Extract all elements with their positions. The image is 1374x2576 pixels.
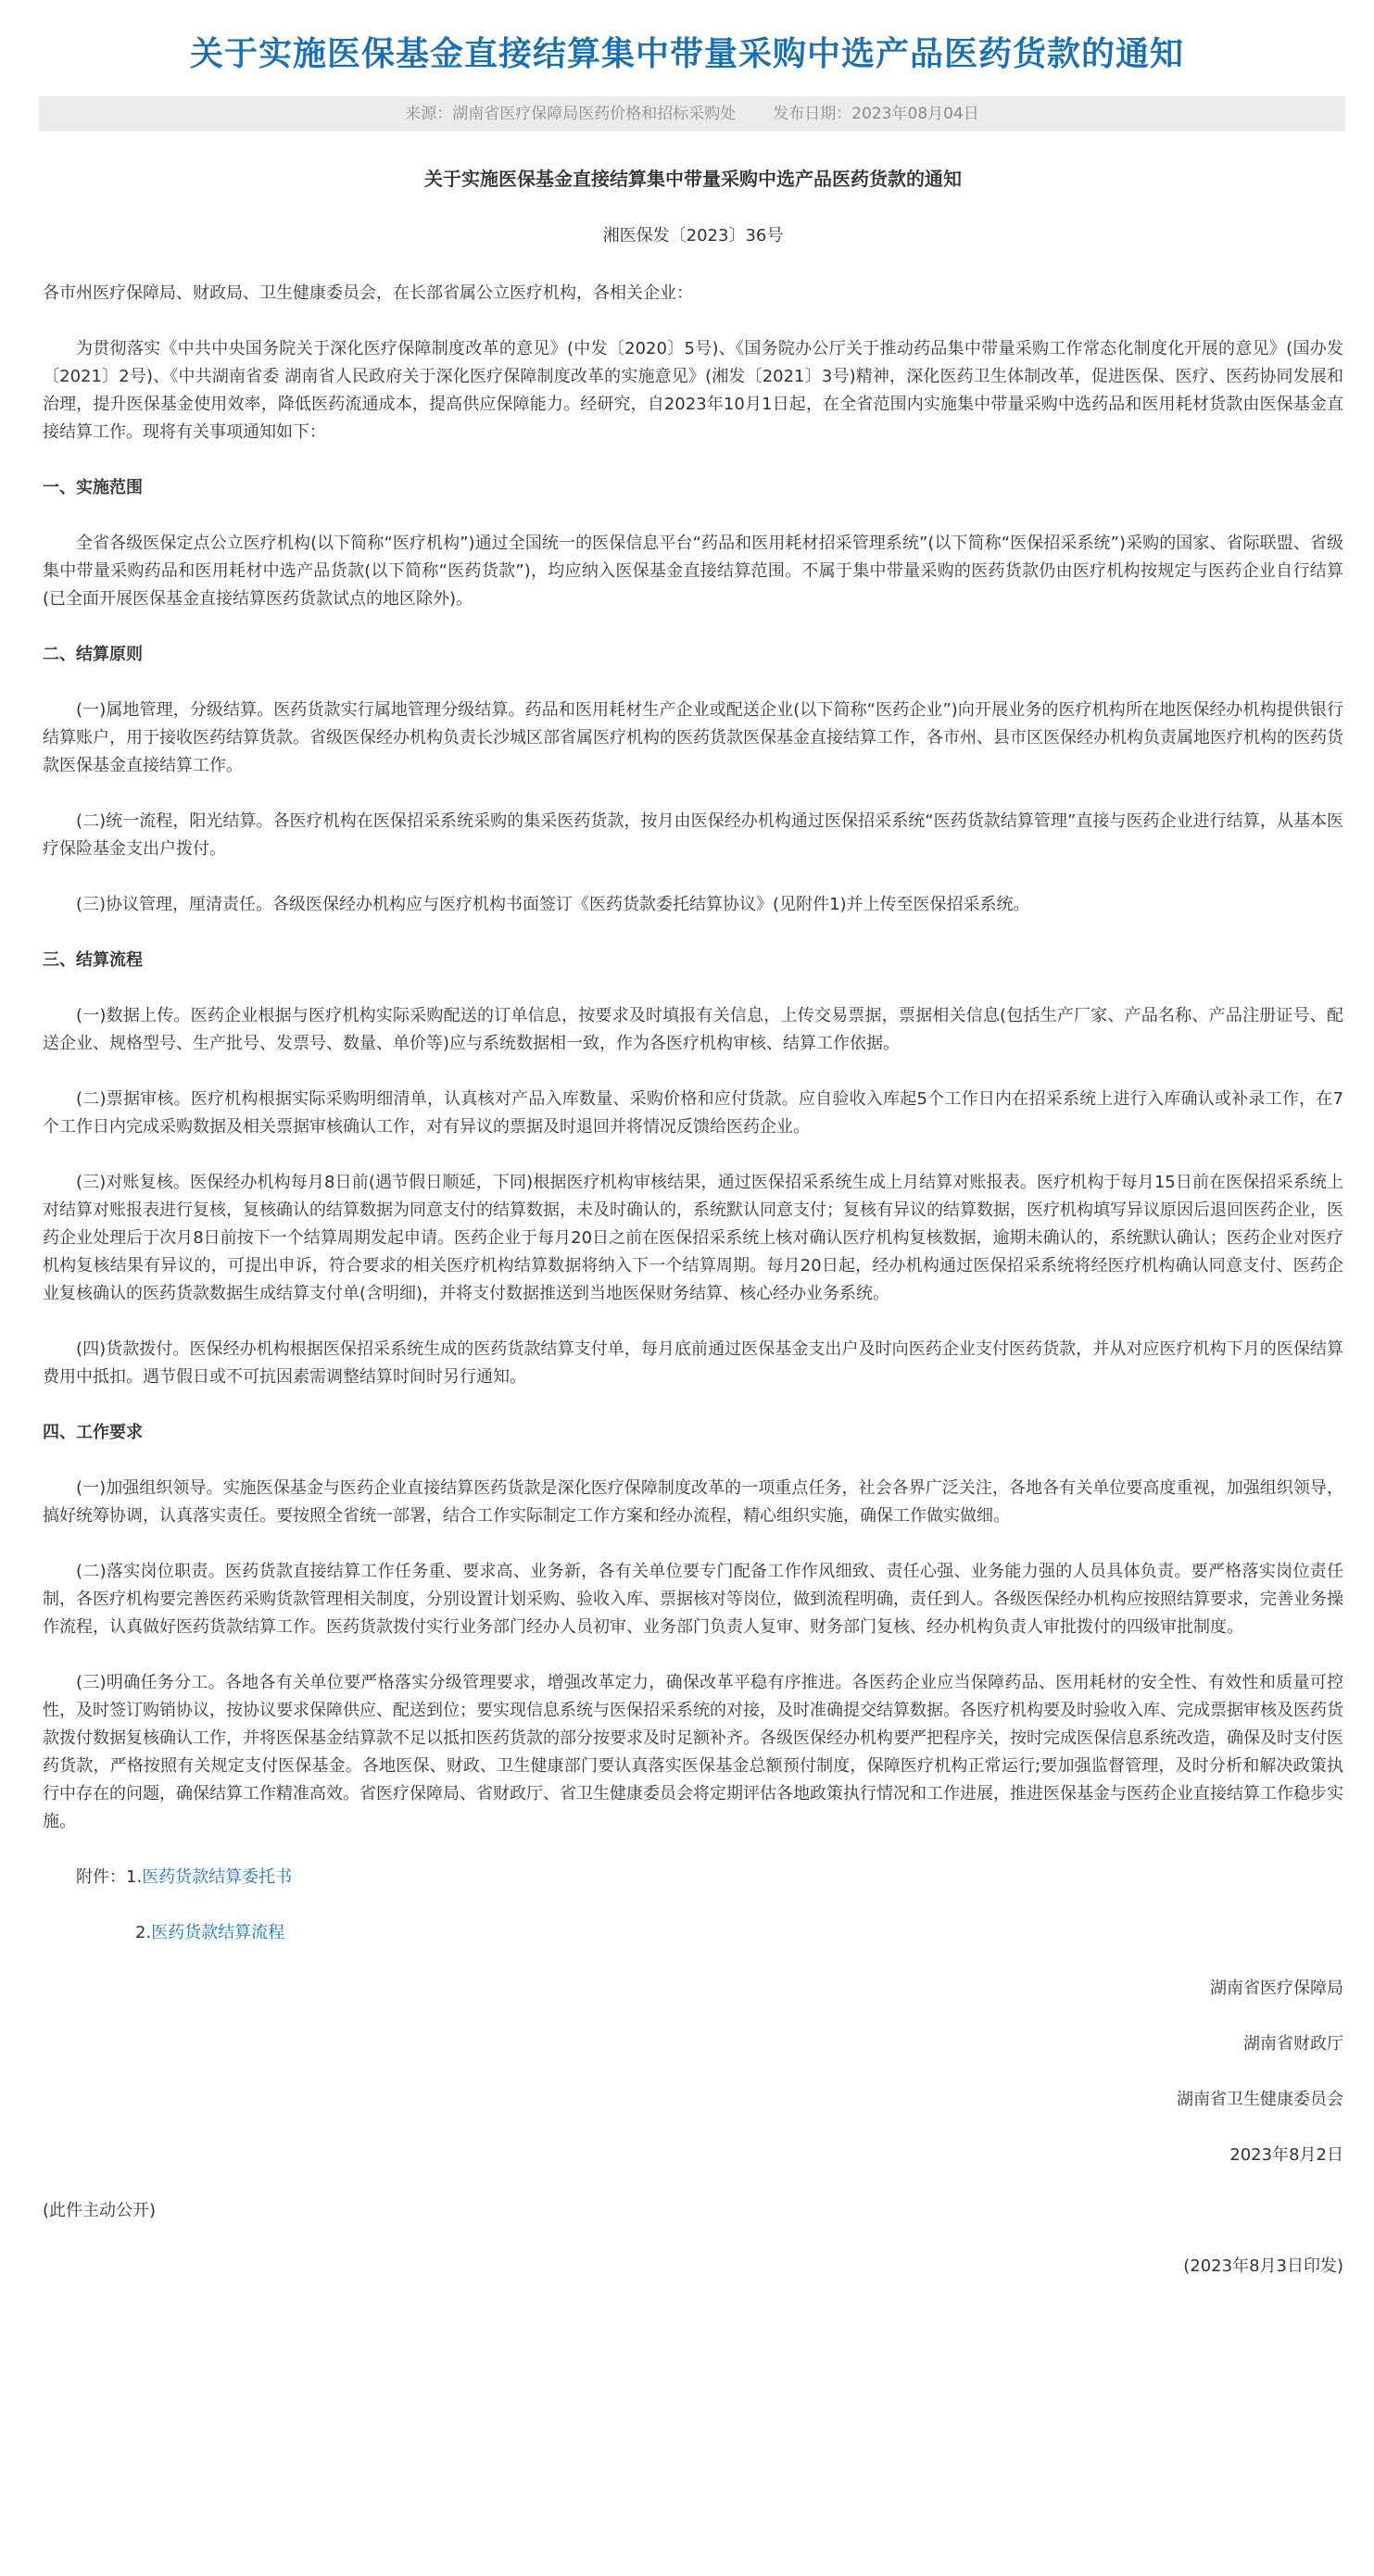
doc-title: 关于实施医保基金直接结算集中带量采购中选产品医药货款的通知 — [424, 168, 962, 190]
publish-date: 发布日期：2023年08月04日 — [773, 105, 979, 123]
print-date: (2023年8月3日印发) — [1183, 2256, 1343, 2276]
source-text: 来源：湖南省医疗保障局医药价格和招标采购处 — [405, 105, 737, 123]
section-heading-process: 三、结算流程 — [43, 950, 143, 970]
signer-medical-security: 湖南省医疗保障局 — [1210, 1979, 1343, 1998]
section-heading-scope: 一、实施范围 — [43, 478, 143, 497]
section-heading-principles: 二、结算原则 — [43, 645, 143, 664]
signer-finance: 湖南省财政厅 — [1243, 2034, 1343, 2054]
attachments-label: 附件： — [76, 1867, 126, 1887]
public-note: (此件主动公开) — [43, 2201, 157, 2220]
paragraph: (三)明确任务分工。各地各有关单位要严格落实分级管理要求，增强改革定力，确保改革平稳有序推进。各医药企业应当保障药品、医用耗材的安全性、有效性和质量可控性，及时签订购销协议，按协议要求保障供应、配送到位；要实现信息系统与医保招采系统的对接，及时准确提交结算数据。各医疗机构要及时验收入库、完成票据审核及医药货款拨付数据复核确认工作，并将医保基金结算款不足以抵扣医药货款的部分按要求及时足额补齐。各级医保经办机构要严把程序关，按时完成医保信息系统改造，确保及时支付医药货款，严格按照有关规定支付医保基金。各地医保、财政、卫生健康部门要认真落实医保基金总额预付制度，保障医疗机构正常运行;要加强监督管理，及时分析和解决政策执行中存在的问题，确保结算工作精准高效。省医疗保障局、省财政厅、省卫生健康委员会将定期评估各地政策执行情况和工作进展，推进医保基金与医药企业直接结算工作稳步实施。 — [43, 1673, 1343, 1831]
section-heading-requirements: 四、工作要求 — [43, 1423, 143, 1442]
paragraph: (二)票据审核。医疗机构根据实际采购明细清单，认真核对产品入库数量、采购价格和应付货款。应自验收入库起5个工作日内在招采系统上进行入库确认或补录工作，在7个工作日内完成采购数据及相关票据审核确认工作，对有异议的票据及时退回并将情况反馈给医药企业。 — [43, 1089, 1343, 1137]
attachment-1-number: 1. — [126, 1867, 143, 1887]
paragraph: (一)数据上传。医药企业根据与医疗机构实际采购配送的订单信息，按要求及时填报有关信息，上传交易票据，票据相关信息(包括生产厂家、产品名称、产品注册证号、配送企业、规格型号、生产批号、发票号、数量、单价等)应与系统数据相一致，作为各医疗机构审核、结算工作依据。 — [43, 1006, 1343, 1053]
page-title: 关于实施医保基金直接结算集中带量采购中选产品医药货款的通知 — [189, 35, 1184, 73]
doc-number: 湘医保发〔2023〕36号 — [602, 226, 784, 245]
paragraph: (二)统一流程，阳光结算。各医疗机构在医保招采系统采购的集采医药货款，按月由医保经办机构通过医保招采系统“医药货款结算管理”直接与医药企业进行结算，从基本医疗保险基金支出户拨付。 — [43, 811, 1343, 859]
paragraph: 全省各级医保定点公立医疗机构(以下简称“医疗机构”)通过全国统一的医保信息平台“药品和医用耗材招采管理系统”(以下简称“医保招采系统”)采购的国家、省际联盟、省级集中带量采购药品和医用耗材中选产品货款(以下简称“医药货款”)，均应纳入医保基金直接结算范围。不属于集中带量采购的医药货款仍由医疗机构按规定与医药企业自行结算(已全面开展医保基金直接结算医药货款试点的地区除外)。 — [43, 534, 1343, 609]
article-body — [43, 165, 1343, 2308]
attachment-1-link[interactable]: 医药货款结算委托书 — [142, 1867, 293, 1887]
paragraph: (三)协议管理，厘清责任。各级医保经办机构应与医疗机构书面签订《医药货款委托结算协议》(见附件1)并上传至医保招采系统。 — [76, 895, 1030, 914]
attachment-2-number: 2. — [135, 1923, 152, 1942]
intro-paragraph: 为贯彻落实《中共中央国务院关于深化医疗保障制度改革的意见》(中发〔2020〕5号)、《国务院办公厅关于推动药品集中带量采购工作常态化制度化开展的意见》(国办发〔2021〕2号)、《中共湖南省委 湖南省人民政府关于深化医疗保障制度改革的实施意见》(湘发〔2021〕3号)精神，深化医药卫生体制改革，促进医保、医疗、医药协同发展和治理，提升医保基金使用效率，降低医药流通成本，提高供应保障能力。经研究，自2023年10月1日起，在全省范围内实施集中带量采购中选药品和医用耗材货款由医保基金直接结算工作。现将有关事项通知如下： — [43, 339, 1343, 442]
addressee: 各市州医疗保障局、财政局、卫生健康委员会，在长部省属公立医疗机构，各相关企业： — [43, 283, 693, 303]
meta-bar — [39, 96, 1345, 132]
attachment-2 — [135, 1919, 1343, 1947]
paragraph: (一)加强组织领导。实施医保基金与医药企业直接结算医药货款是深化医疗保障制度改革的一项重点任务，社会各界广泛关注，各地各有关单位要高度重视，加强组织领导，搞好统筹协调，认真落实责任。要按照全省统一部署，结合工作实际制定工作方案和经办流程，精心组织实施，确保工作做实做细。 — [43, 1478, 1343, 1526]
paragraph: (二)落实岗位职责。医药货款直接结算工作任务重、要求高、业务新，各有关单位要专门配备工作作风细致、责任心强、业务能力强的人员具体负责。要严格落实岗位责任制，各医疗机构要完善医药采购货款管理相关制度，分别设置计划采购、验收入库、票据核对等岗位，做到流程明确，责任到人。各级医保经办机构应按照结算要求，完善业务操作流程，认真做好医药货款结算工作。医药货款拨付实行业务部门经办人员初审、业务部门负责人复审、财务部门复核、经办机构负责人审批拨付的四级审批制度。 — [43, 1562, 1343, 1637]
paragraph: (一)属地管理，分级结算。医药货款实行属地管理分级结算。药品和医用耗材生产企业或配送企业(以下简称“医药企业”)向开展业务的医疗机构所在地医保经办机构提供银行结算账户，用于接收医药结算货款。省级医保经办机构负责长沙城区部省属医疗机构的医药货款医保基金直接结算工作，各市州、县市区医保经办机构负责属地医疗机构的医药货款医保基金直接结算工作。 — [43, 700, 1343, 775]
attachment-1 — [76, 1864, 1343, 1891]
paragraph: (三)对账复核。医保经办机构每月8日前(遇节假日顺延，下同)根据医疗机构审核结果，通过医保招采系统生成上月结算对账报表。医疗机构于每月15日前在医保招采系统上对结算对账报表进行复核，复核确认的结算数据为同意支付的结算数据，未及时确认的，系统默认同意支付；复核有异议的结算数据，医疗机构填写异议原因后退回医药企业，医药企业处理后于次月8日前按下一个结算周期发起申请。医药企业于每月20日之前在医保招采系统上核对确认医疗机构复核数据，逾期未确认的，系统默认确认；医药企业对医疗机构复核结果有异议的，可提出申诉，符合要求的相关医疗机构结算数据将纳入下一个结算周期。每月20日起，经办机构通过医保招采系统将经医疗机构确认同意支付、医药企业复核确认的医药货款数据生成结算支付单(含明细)，并将支付数据推送到当地医保财务结算、核心经办业务系统。 — [43, 1173, 1343, 1303]
signer-health: 湖南省卫生健康委员会 — [1177, 2090, 1343, 2109]
sign-date: 2023年8月2日 — [1229, 2145, 1343, 2165]
paragraph: (四)货款拨付。医保经办机构根据医保招采系统生成的医药货款结算支付单，每月底前通过医保基金支出户及时向医药企业支付医药货款，并从对应医疗机构下月的医保结算费用中抵扣。遇节假日或不可抗因素需调整结算时间时另行通知。 — [43, 1339, 1343, 1387]
attachment-2-link[interactable]: 医药货款结算流程 — [151, 1923, 285, 1942]
